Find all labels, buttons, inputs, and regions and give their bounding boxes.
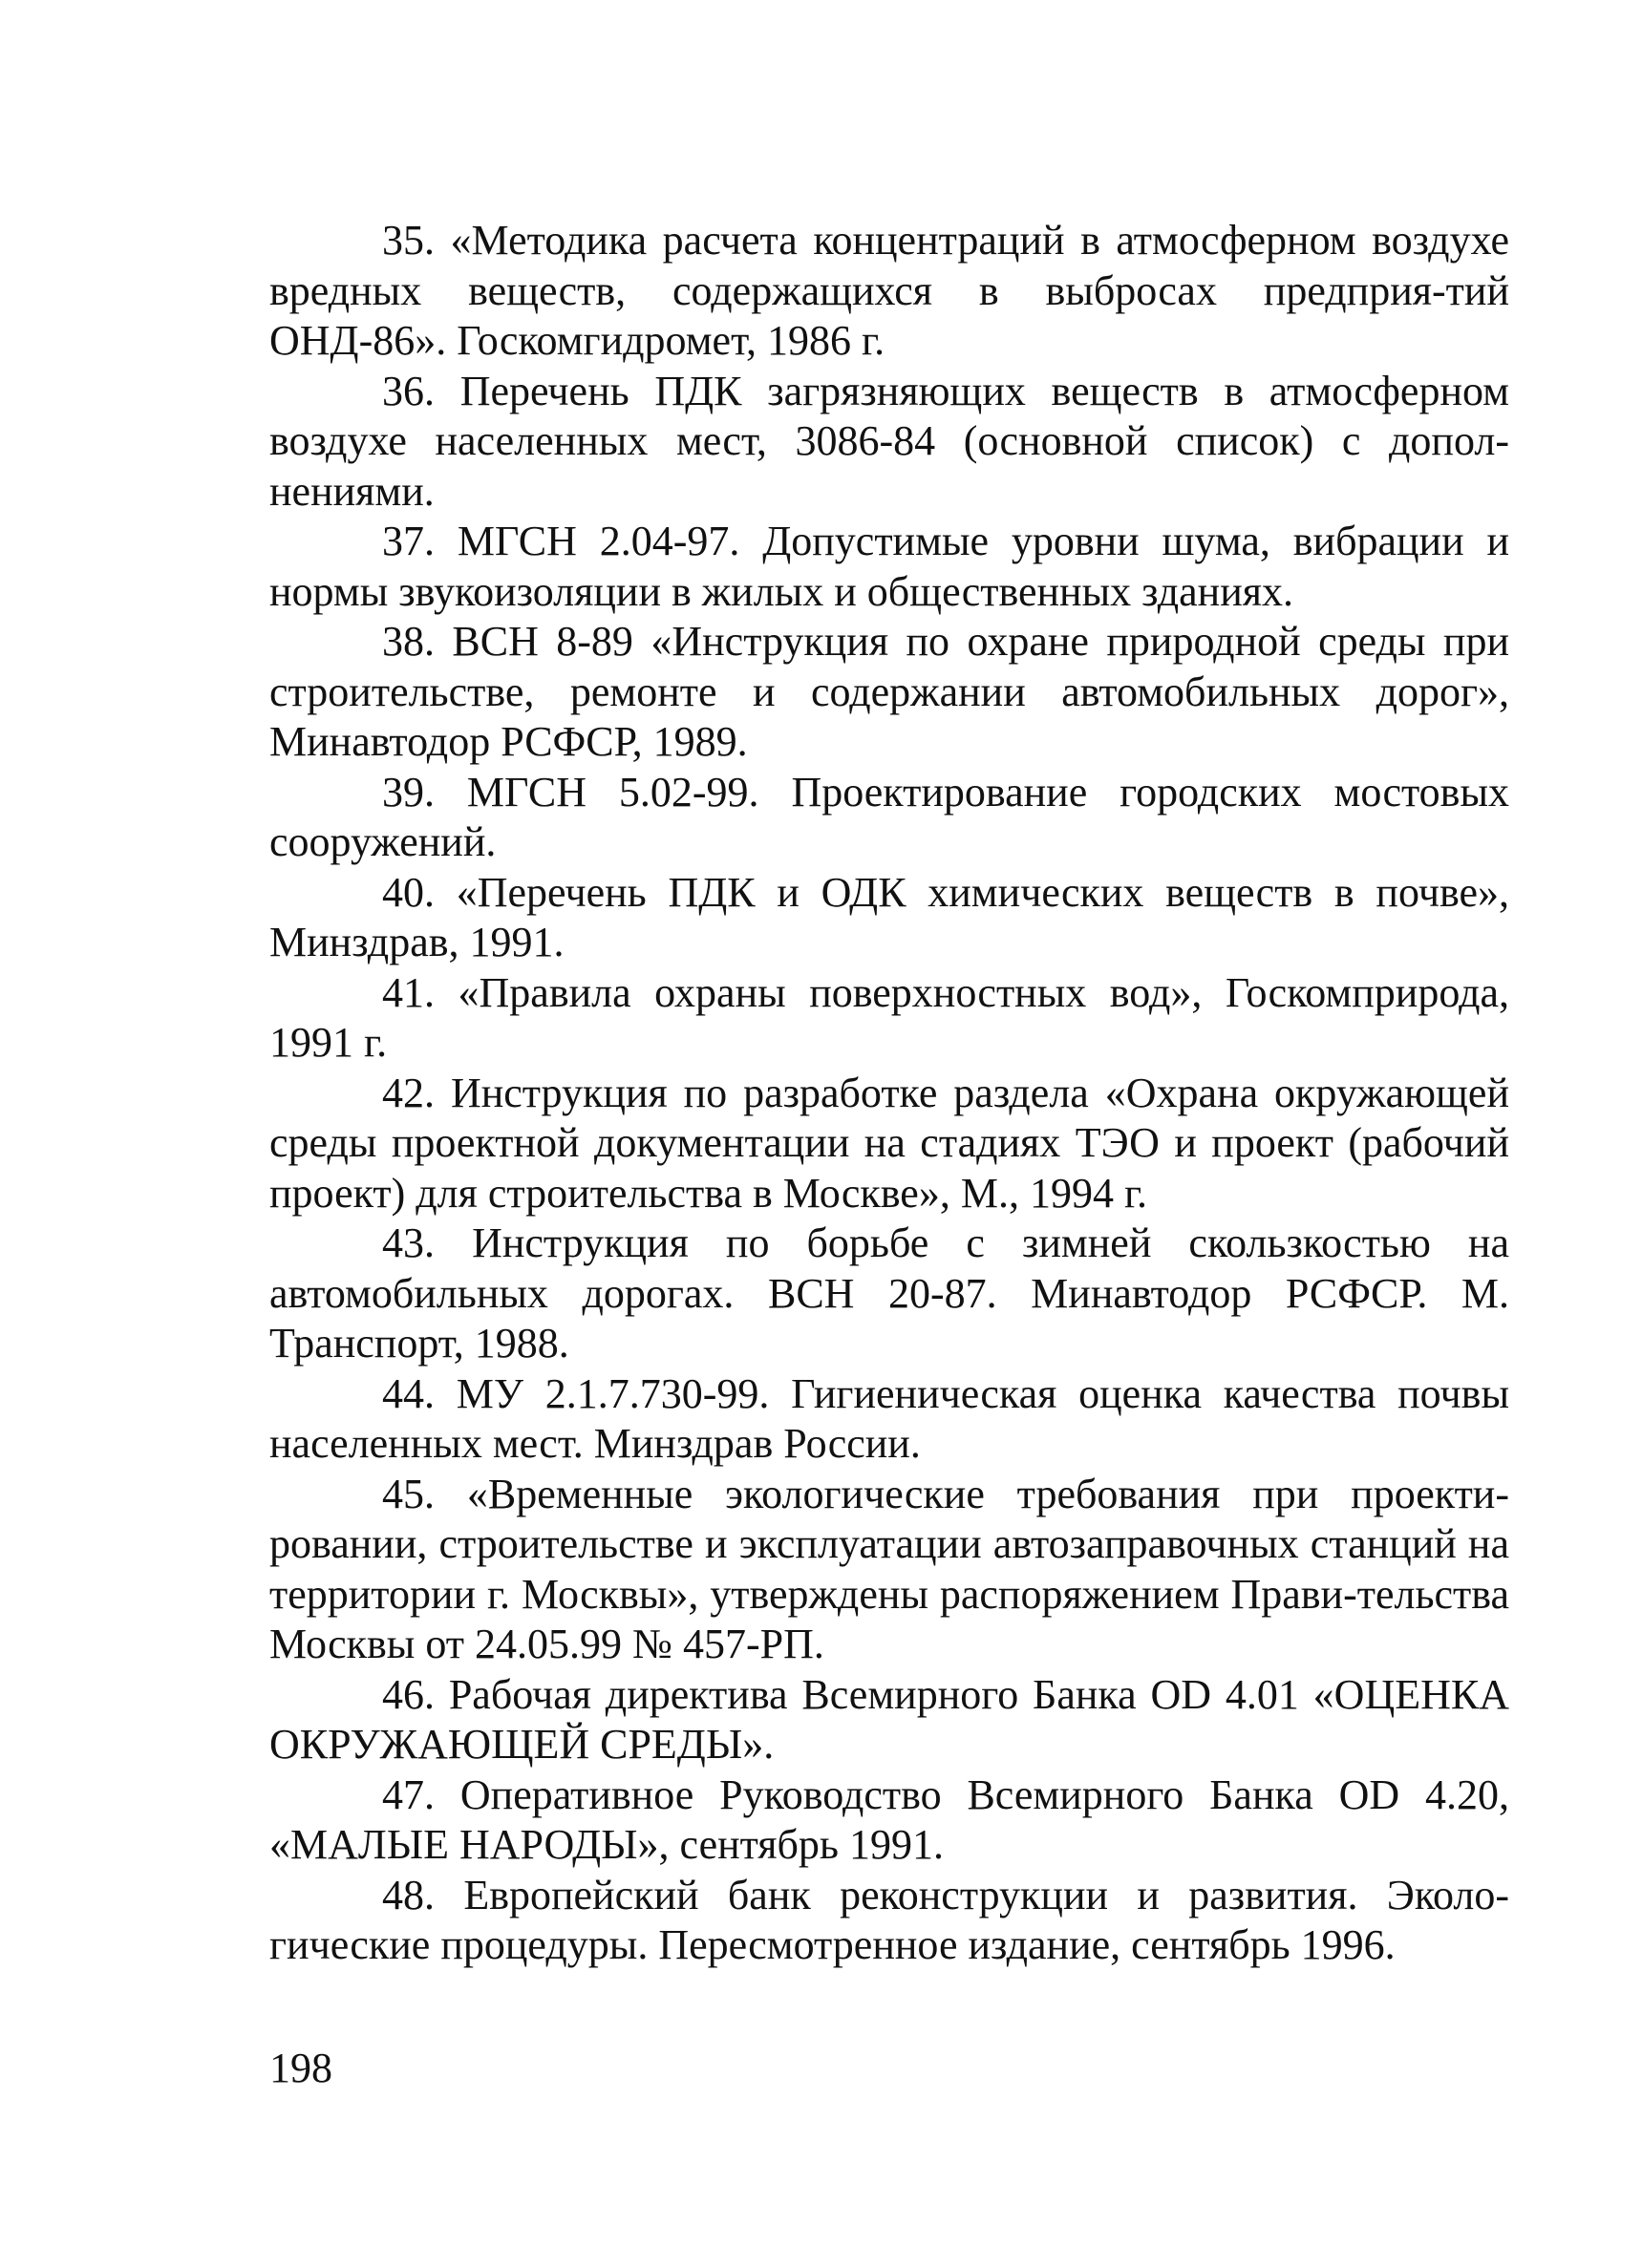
- reference-number: 42.: [382, 1069, 435, 1116]
- reference-number: 35.: [382, 217, 435, 264]
- reference-number: 44.: [382, 1369, 435, 1417]
- reference-item-39: [269, 768, 1509, 868]
- reference-item-47: [269, 1770, 1509, 1871]
- reference-item-46: [269, 1670, 1509, 1770]
- reference-number: 48.: [382, 1871, 435, 1918]
- reference-text: МГСН 2.04-97. Допустимые уровни шума, вибрации и нормы звукоизоляции в жилых и общественных зданиях.: [269, 518, 1509, 615]
- reference-text: Инструкция по борьбе с зимней скользкостью на автомобильных дорогах. ВСН 20-87. Минавтодор РСФСР. М. Транспорт, 1988.: [269, 1219, 1510, 1367]
- reference-item-45: [269, 1470, 1509, 1670]
- reference-text: ВСН 8-89 «Инструкция по охране природной среды при строительстве, ремонте и содержании автомобильных дорог», Минавтодор РСФСР, 1989.: [269, 618, 1509, 765]
- reference-text: Инструкция по разработке раздела «Охрана окружающей среды проектной документации на стадиях ТЭО и проект (рабочий проект) для строительства в Москве», М., 1994 г.: [269, 1069, 1510, 1217]
- reference-number: 46.: [382, 1670, 435, 1718]
- reference-number: 43.: [382, 1219, 435, 1266]
- reference-text: «Методика расчета концентраций в атмосферном воздухе вредных веществ, содержащихся в выбросах предприя-тий ОНД-86». Госкомгидромет, 1986 г.: [269, 217, 1510, 364]
- reference-text: Перечень ПДК загрязняющих веществ в атмосферном воздухе населенных мест, 3086-84 (основной список) с допол-нениями.: [269, 367, 1509, 515]
- reference-text: «Правила охраны поверхностных вод», Госкомприрода, 1991 г.: [269, 968, 1509, 1066]
- reference-text: МГСН 5.02-99. Проектирование городских мостовых сооружений.: [269, 768, 1510, 865]
- reference-text: «Перечень ПДК и ОДК химических веществ в почве», Минздрав, 1991.: [269, 868, 1510, 965]
- reference-text: МУ 2.1.7.730-99. Гигиеническая оценка качества почвы населенных мест. Минздрав России.: [269, 1369, 1510, 1467]
- reference-item-42: [269, 1069, 1509, 1219]
- reference-list: [269, 216, 1509, 1971]
- reference-number: 39.: [382, 768, 435, 816]
- reference-number: 36.: [382, 367, 435, 414]
- reference-item-37: [269, 517, 1509, 617]
- reference-text: Европейский банк реконструкции и развития. Эколо-гические процедуры. Пересмотренное издание, сентябрь 1996.: [269, 1871, 1510, 1968]
- reference-text: Оперативное Руководство Всемирного Банка OD 4.20, «МАЛЫЕ НАРОДЫ», сентябрь 1991.: [269, 1770, 1510, 1868]
- reference-number: 38.: [382, 618, 435, 665]
- reference-number: 41.: [382, 968, 435, 1016]
- reference-number: 45.: [382, 1470, 435, 1517]
- reference-item-40: [269, 868, 1509, 968]
- reference-text: «Временные экологические требования при проекти-ровании, строительстве и эксплуатации автозаправочных станций на территории г. Москвы», утверждены распоряжением Прави-тельства Москвы от 24.05.99 № 457-РП.: [269, 1470, 1510, 1667]
- reference-item-35: [269, 216, 1509, 367]
- reference-item-44: [269, 1369, 1509, 1470]
- page-number: 198: [269, 2045, 332, 2091]
- reference-number: 47.: [382, 1770, 435, 1818]
- reference-item-48: [269, 1871, 1509, 1971]
- reference-item-41: [269, 968, 1509, 1069]
- reference-item-43: [269, 1219, 1509, 1369]
- reference-item-36: [269, 367, 1509, 518]
- reference-number: 37.: [382, 518, 435, 564]
- reference-item-38: [269, 617, 1509, 768]
- reference-text: Рабочая директива Всемирного Банка OD 4.01 «ОЦЕНКА ОКРУЖАЮЩЕЙ СРЕДЫ».: [269, 1670, 1509, 1768]
- reference-number: 40.: [382, 868, 435, 916]
